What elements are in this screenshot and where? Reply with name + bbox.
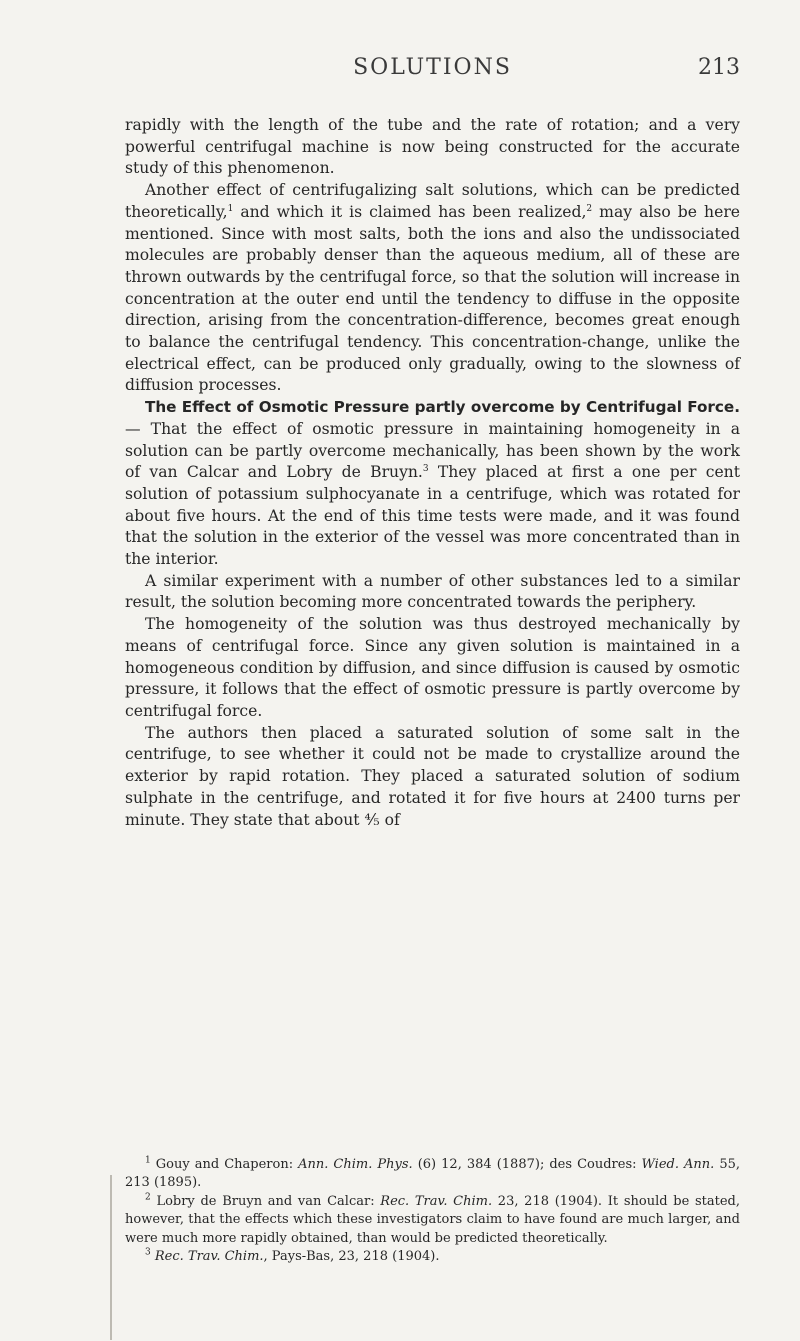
footnote-mark: 1 bbox=[145, 1155, 151, 1166]
paragraph-text: may also be here mentioned. Since with most salts, both the ions and also the undissociated molecules are probably denser than the aqueous medium, all of these are thrown outwards by the centrifugal force, so that the solution will increase in concentration at the outer end until the tendency to diffuse in the opposite direction, arising from the concentration-difference, becomes great enough to balance the centrifugal tendency. This concentration-change, unlike the electrical effect, can be produced only gradually, owing to the slowness of diffusion processes. bbox=[125, 202, 741, 395]
footnote-text: Lobry de Bruyn and van Calcar: bbox=[150, 1193, 381, 1209]
body-text bbox=[125, 115, 740, 831]
paragraph-text: Another effect of centrifugalizing salt solutions, which can be predicted theoretically, bbox=[125, 181, 740, 221]
paragraph-saturated-solution bbox=[125, 723, 740, 832]
footnote-mark: 2 bbox=[145, 1192, 151, 1203]
footnote-text: Gouy and Chaperon: bbox=[150, 1157, 299, 1172]
paragraph-text: and which it is claimed has been realized, bbox=[233, 202, 587, 221]
paragraph-text: — That the effect of osmotic pressure in maintaining homogeneity in a solution can be partly overcome mechanically, has been shown by the work of van Calcar and Lobry de Bruyn. bbox=[125, 419, 740, 482]
paragraph-homogeneity bbox=[125, 614, 740, 723]
paragraph-centrifugalizing bbox=[125, 180, 740, 397]
running-title: SOLUTIONS bbox=[353, 55, 512, 80]
paragraph-text: A similar experiment with a number of other substances led to a similar result, the solution becoming more concentrated towards the periphery. bbox=[125, 571, 740, 612]
footnote-ref[interactable]: 3 bbox=[422, 464, 429, 475]
journal-title: Ann. Chim. Phys. bbox=[298, 1157, 413, 1172]
footnote-ref[interactable]: 1 bbox=[227, 203, 234, 214]
footnote-3 bbox=[125, 1248, 740, 1266]
footnote-text: , Pays-Bas, 23, 218 (1904). bbox=[263, 1249, 440, 1265]
paragraph-continuation bbox=[125, 115, 740, 180]
paragraph-text: of bbox=[379, 810, 400, 829]
page-number: 213 bbox=[698, 55, 740, 80]
paragraph-text: The homogeneity of the solution was thus destroyed mechanically by means of centrifugal force. Since any given solution is maintained in a homogeneous condition by diffusion, and since diffusion is caused by osmotic pressure, it follows that the effect of osmotic pressure is partly overcome by centrifugal force. bbox=[125, 615, 740, 720]
footnote-text: (6) 12, 384 (1887); des Coudres: bbox=[412, 1157, 642, 1172]
footnote-text: 55, 213 (1895). bbox=[125, 1157, 741, 1191]
paragraph-text: The authors then placed a saturated solution of some salt in the centrifuge, to see whether it could not be made to crystallize around the exterior by rapid rotation. They placed a saturated solution of sodium sulphate in the centrifuge, and rotated it for five hours at 2400 turns per minute. They state that about bbox=[125, 723, 740, 829]
footnote-mark: 3 bbox=[145, 1247, 151, 1258]
paragraph-similar-experiment bbox=[125, 571, 740, 614]
fraction: ⅘ bbox=[364, 810, 380, 829]
journal-title: Wied. Ann. bbox=[641, 1157, 715, 1172]
footnote-ref[interactable]: 2 bbox=[586, 203, 593, 214]
paragraph-osmotic-pressure bbox=[125, 397, 740, 571]
footnote-1 bbox=[125, 1156, 740, 1193]
journal-title: Rec. Trav. Chim. bbox=[154, 1249, 264, 1265]
page-edge-shadow bbox=[110, 1175, 112, 1340]
journal-title: Rec. Trav. Chim. bbox=[380, 1193, 493, 1209]
footnotes bbox=[125, 1156, 740, 1266]
running-head bbox=[125, 55, 740, 85]
paragraph-text: rapidly with the length of the tube and the rate of rotation; and a very powerful centrifugal machine is now being constructed for the accurate study of this phenomenon. bbox=[125, 116, 740, 178]
footnote-2 bbox=[125, 1193, 740, 1248]
footnote-text: 23, 218 (1904). It should be stated, however, that the effects which these investigators claim to have found are much larger, and were much more rapidly obtained, than would be predicted theoretically. bbox=[125, 1193, 740, 1246]
section-heading: The Effect of Osmotic Pressure partly overcome by Centrifugal Force. bbox=[145, 398, 740, 417]
paragraph-text: They placed at first a one per cent solution of potassium sulphocyanate in a centrifuge, which was rotated for about five hours. At the end of this time tests were made, and it was found that the solution in the exterior of the vessel was more concentrated than in the interior. bbox=[125, 463, 740, 569]
